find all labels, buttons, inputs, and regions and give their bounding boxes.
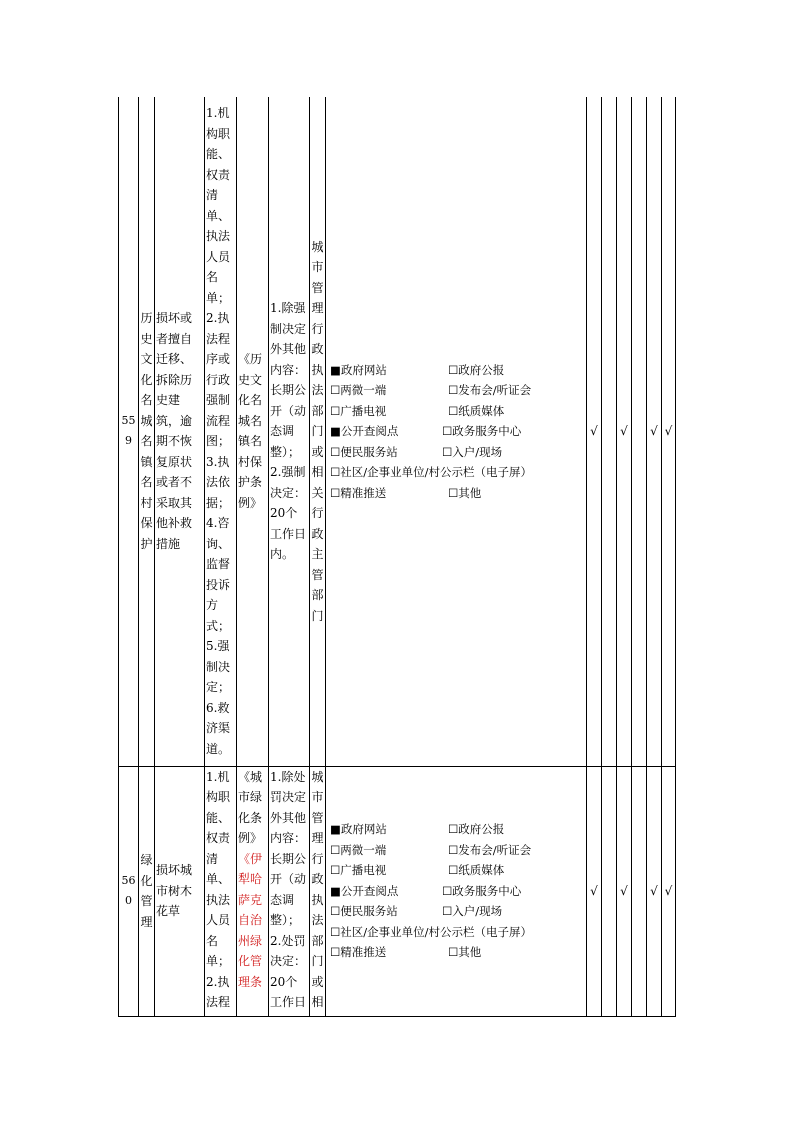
timeline-cell: 1.除强制决定外其他内容：长期公开（动态调整）； 2.强制决定：20个工作日内。	[269, 97, 310, 766]
channel-option: ☐入户/现场	[442, 444, 503, 459]
row-number: 559	[119, 97, 139, 766]
tick-cell	[632, 766, 647, 1016]
channel-line	[330, 483, 585, 504]
subject-cell: 城市管理行政执法部门或相关行政主管部门	[310, 97, 326, 766]
channel-option: ☐精准推送	[330, 945, 387, 960]
basis-text-revised: 《伊犁哈萨克自治州绿化管理条	[238, 851, 263, 989]
channel-option: ☐政府公报	[448, 822, 505, 837]
tick-cell: √	[647, 97, 662, 766]
channel-option: ☐两微一端	[330, 842, 387, 857]
basis-text: 《历史文化名城名镇名村保护条例》	[238, 352, 263, 510]
channel-line	[330, 462, 585, 483]
channel-option: ☐广播电视	[330, 863, 387, 878]
tick-cell	[602, 766, 617, 1016]
channel-line	[330, 360, 585, 381]
item-cell: 损坏城市树木花草	[155, 766, 205, 1016]
channel-line	[330, 922, 585, 943]
channel-line	[330, 901, 585, 922]
timeline-cell: 1.除处罚决定外其他内容：长期公开（动态调整）； 2.处罚决定：20个工作日	[269, 766, 310, 1016]
channel-option: ☐纸质媒体	[448, 403, 505, 418]
channel-line	[330, 421, 585, 442]
item-cell: 损坏或者擅自迁移、拆除历史建筑，逾期不恢复原状或者不采取其他补救措施	[155, 97, 205, 766]
channel-option: ☐纸质媒体	[448, 863, 505, 878]
channel-option: ☐社区/企事业单位/村公示栏（电子屏）	[330, 465, 533, 479]
channel-option: ■政府网站	[330, 822, 387, 837]
disclosure-table	[118, 97, 676, 1017]
channel-option: ☐两微一端	[330, 383, 387, 397]
channel-option: ☐广播电视	[330, 403, 387, 418]
channel-option: ■公开查阅点	[330, 424, 399, 438]
channel-list	[330, 360, 585, 504]
channel-option: ☐其他	[448, 485, 482, 500]
row-number: 560	[119, 766, 139, 1016]
channel-line	[330, 819, 585, 840]
channel-line	[330, 442, 585, 463]
tick-cell: √	[617, 97, 632, 766]
channel-option: ☐发布会/听证会	[448, 842, 532, 857]
channel-line	[330, 881, 585, 902]
channel-option: ■公开查阅点	[330, 883, 399, 898]
channel-option: ☐政务服务中心	[442, 424, 522, 438]
channel-option: ☐社区/企事业单位/村公示栏（电子屏）	[330, 924, 533, 939]
channel-line	[330, 401, 585, 422]
tick-cell: √	[617, 766, 632, 1016]
channel-line	[330, 942, 585, 963]
category-cell: 历史文化名城名镇名村保护	[139, 97, 155, 766]
channels-cell	[326, 766, 587, 1016]
category-cell: 绿化管理	[139, 766, 155, 1016]
basis-cell	[237, 766, 269, 1016]
channel-line	[330, 840, 585, 861]
channel-option: ■政府网站	[330, 362, 387, 377]
channel-line	[330, 860, 585, 881]
channels-cell	[326, 97, 587, 766]
channel-option: ☐政务服务中心	[442, 883, 522, 898]
channel-option: ☐其他	[448, 945, 482, 960]
tick-cell	[602, 97, 617, 766]
tick-cell: √	[587, 97, 602, 766]
channel-option: ☐便民服务站	[330, 444, 398, 459]
channel-line	[330, 380, 585, 401]
tick-cell: √	[647, 766, 662, 1016]
tick-cell: √	[662, 97, 676, 766]
channel-option: ☐精准推送	[330, 485, 387, 500]
channel-option: ☐政府公报	[448, 362, 505, 377]
tick-cell	[632, 97, 647, 766]
tick-cell: √	[587, 766, 602, 1016]
channel-option: ☐发布会/听证会	[448, 383, 532, 397]
table-row	[119, 97, 676, 766]
basis-cell	[237, 97, 269, 766]
channel-option: ☐入户/现场	[442, 904, 503, 919]
table-row	[119, 766, 676, 1016]
tick-cell: √	[662, 766, 676, 1016]
channel-option: ☐便民服务站	[330, 904, 398, 919]
subject-cell: 城市管理行政执法部门或相	[310, 766, 326, 1016]
basis-text: 《城市绿化条例》	[238, 769, 263, 845]
channel-list	[330, 819, 585, 963]
content-cell: 1.机构职能、权责清单、执法人员名单； 2.执法程	[205, 766, 237, 1016]
content-cell: 1.机构职能、权责清单、执法人员名单； 2.执法程序或行政强制流程图； 3.执法依据； 4.咨询、监督投诉方式； 5.强制决定； 6.救济渠道。	[205, 97, 237, 766]
